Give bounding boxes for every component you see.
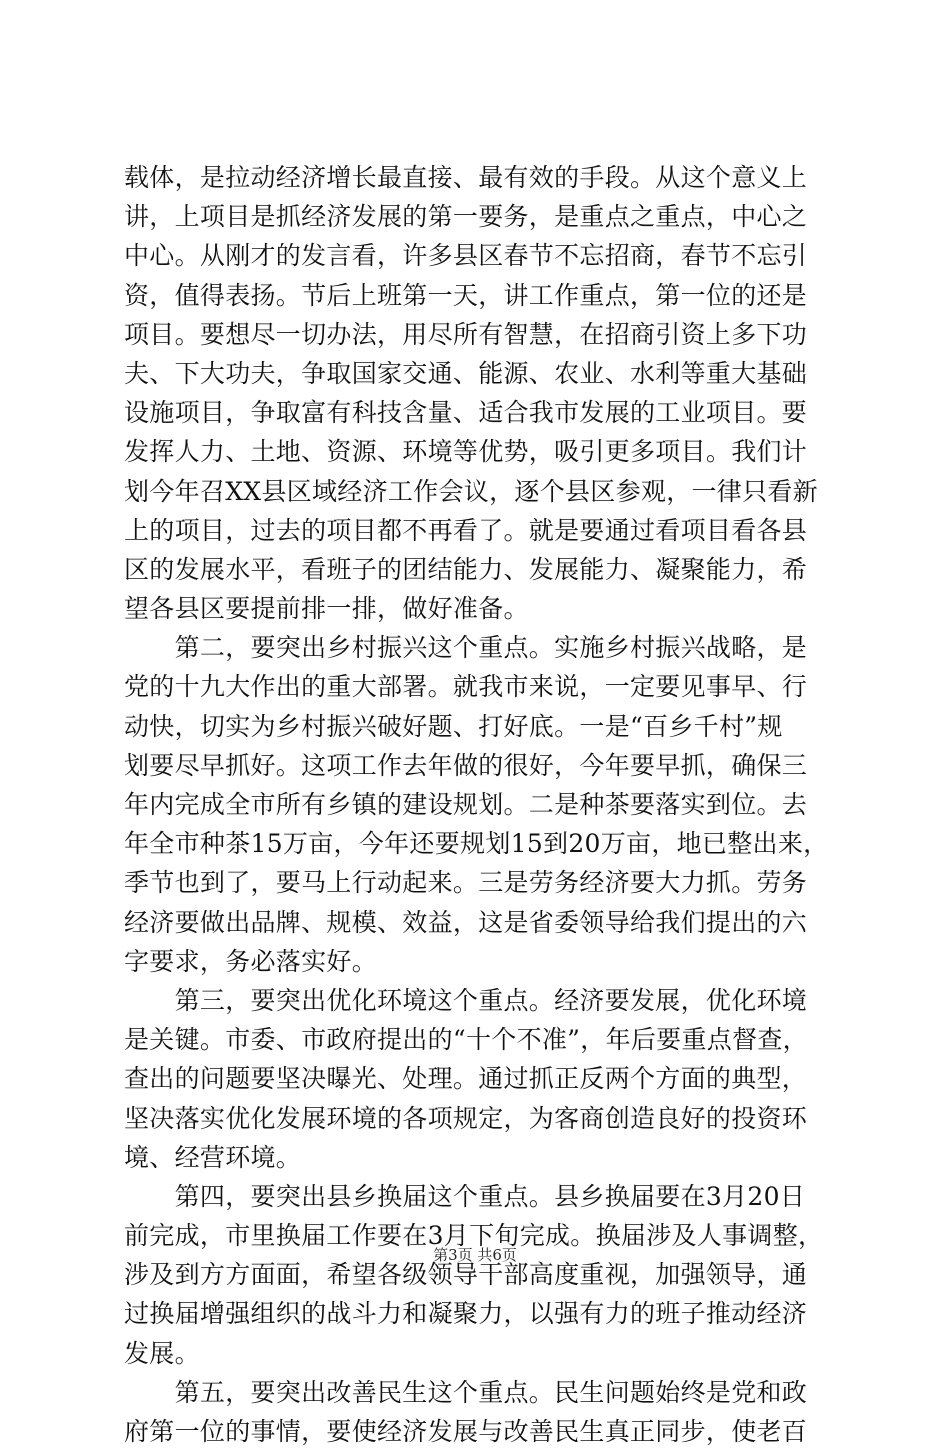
text-line: 涉及到方方面面，希望各级领导干部高度重视，加强领导，通 [124,1260,808,1290]
text-line: 划今年召XX县区域经济工作会议，逐个县区参观，一律只看新 [124,476,818,506]
text-line: 经济要做出品牌、规模、效益，这是省委领导给我们提出的六 [124,907,808,937]
text-line: 季节也到了，要马上行动起来。三是劳务经济要大力抓。劳务 [124,868,808,898]
text-line: 第五，要突出改善民生这个重点。民生问题始终是党和政 [124,1377,808,1407]
text-line: 过换届增强组织的战斗力和凝聚力，以强有力的班子推动经济 [124,1299,808,1329]
text-line: 境、经营环境。 [124,1142,302,1172]
text-line: 上的项目，过去的项目都不再看了。就是要通过看项目看各县 [124,515,808,545]
text-line: 设施项目，争取富有科技含量、适合我市发展的工业项目。要 [124,398,808,428]
page-number-footer: 第3页 共6页 [433,1246,517,1264]
text-line: 动快，切实为乡村振兴破好题、打好底。一是“百乡千村”规 [124,711,783,741]
text-line: 是关键。市委、市政府提出的“十个不准”，年后要重点督查， [124,1025,808,1055]
text-line: 查出的问题要坚决曝光、处理。通过抓正反两个方面的典型， [124,1064,808,1094]
text-line: 年全市种茶15万亩，今年还要规划15到20万亩，地已整出来， [124,829,829,859]
text-line: 年内完成全市所有乡镇的建设规划。二是种茶要落实到位。去 [124,790,808,819]
text-line: 坚决落实优化发展环境的各项规定，为客商创造良好的投资环 [124,1103,808,1133]
text-line: 夫、下大功夫，争取国家交通、能源、农业、水利等重大基础 [124,358,808,388]
text-line: 望各县区要提前排一排，做好准备。 [124,594,529,624]
text-line: 第三，要突出优化环境这个重点。经济要发展，优化环境 [124,985,808,1015]
text-line: 发展。 [124,1338,200,1368]
text-line: 划要尽早抓好。这项工作去年做的很好，今年要早抓，确保三 [124,750,808,780]
text-line: 字要求，务必落实好。 [124,946,378,976]
text-line: 讲，上项目是抓经济发展的第一要务，是重点之重点，中心之 [124,202,808,232]
text-line: 第二，要突出乡村振兴这个重点。实施乡村振兴战略，是 [124,633,808,663]
text-line: 党的十九大作出的重大部署。就我市来说，一定要见事早、行 [124,672,808,702]
text-line: 区的发展水平，看班子的团结能力、发展能力、凝聚能力，希 [124,554,808,584]
text-line: 项目。要想尽一切办法，用尽所有智慧，在招商引资上多下功 [124,319,808,349]
text-line: 中心。从刚才的发言看，许多县区春节不忘招商，春节不忘引 [124,241,808,271]
text-line: 第四，要突出县乡换届这个重点。县乡换届要在3月20日 [124,1181,806,1211]
text-line: 载体，是拉动经济增长最直接、最有效的手段。从这个意义上 [124,163,808,192]
text-line: 资，值得表扬。节后上班第一天，讲工作重点，第一位的还是 [124,280,808,310]
text-line: 府第一位的事情，要使经济发展与改善民生真正同步，使老百 [124,1417,808,1446]
text-line: 前完成，市里换届工作要在3月下旬完成。换届涉及人事调整， [124,1221,824,1251]
text-line: 发挥人力、土地、资源、环境等优势，吸引更多项目。我们计 [124,437,808,467]
